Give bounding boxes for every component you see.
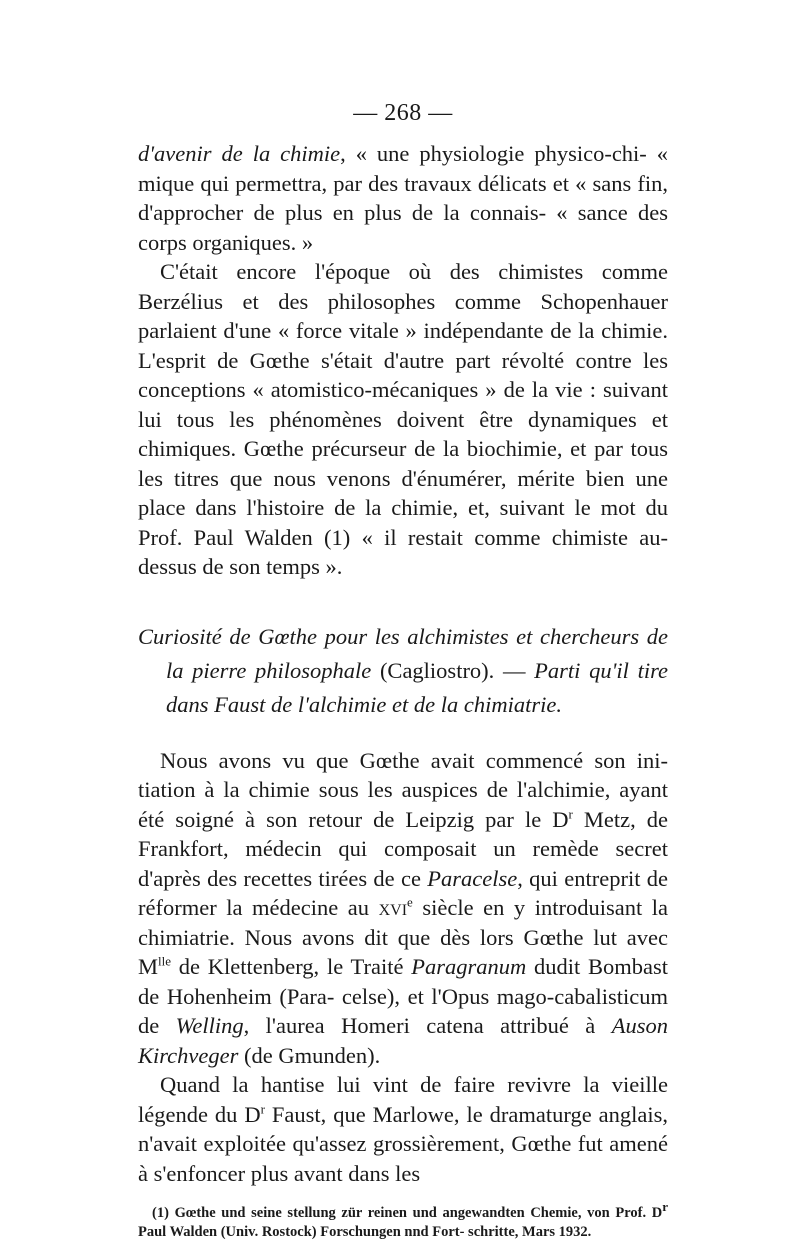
p3-it2: Paragranum — [411, 954, 527, 979]
p3-s5: de Klettenberg, le Traité — [171, 954, 412, 979]
heading-part-3: Parti qu'il tire dans Faust de l'alchimie et de la chimiatrie. — [166, 657, 669, 717]
italic-lead: d'avenir de la chimie — [138, 141, 341, 166]
paragraph-1 — [138, 139, 668, 257]
p3-it3: Welling — [175, 1013, 244, 1038]
fn-s2: Paul Walden (Univ. Rostock) Forschungen nnd Fort- schritte, Mars 1932. — [138, 1224, 592, 1240]
p3-s4: siècle en y introduisant la chimiatrie. Nous avons dit que dès lors Gœthe lut avec M — [138, 895, 668, 979]
p3-s1: Nous avons vu que Gœthe avait commencé son ini- tiation à la chimie sous les auspices de l'alchimie, ayant été soigné à son retour de Leipzig par le D — [138, 747, 668, 832]
footnote — [138, 1199, 668, 1242]
p3-sup1: r — [568, 806, 573, 821]
paragraph-2: C'était encore l'époque où des chimistes comme Berzélius et des philosophes comme Schopenhauer parlaient d'une « force vitale » indépendante de la chimie. L'esprit de Gœthe s'était d'autre part révolté contre les conceptions « atomistico-mécaniques » de la vie : suivant lui tous les phénomènes doivent être dynamiques et chimiques. Gœthe précurseur de la biochimie, et par tous les titres que nous venons d'énumérer, mérite bien une place dans l'histoire de la chimie, et, suivant le mot du Prof. Paul Walden (1) « il restait comme chimiste au-dessus de son temps ». — [138, 259, 668, 579]
heading-part-2: (Cagliostro). — — [371, 657, 535, 683]
fn-s1: (1) Gœthe und seine stellung zür reinen und angewandten Chemie, von Prof. D — [152, 1205, 663, 1221]
fn-sup1: r — [662, 1199, 668, 1215]
p3-s2: Metz, de Frankfort, médecin qui composait un remède secret d'après des recettes tirées de ce — [138, 806, 669, 891]
p3-s6: dudit Bombast de Hohenheim (Para- celse), et l'Opus mago-cabalisticum de — [138, 954, 668, 1038]
p3-it4: Auson Kirchveger — [138, 1013, 668, 1068]
page-number: — 268 — — [353, 100, 453, 126]
p3-s8: (de Gmunden). — [238, 1042, 381, 1068]
p3-sup2: e — [407, 894, 413, 910]
section-heading — [138, 620, 668, 722]
p4-s1: Quand la hantise lui vint de faire revivre la vieille légende du D — [138, 1072, 668, 1127]
p3-s7: , l'aurea Homeri catena attribué à — [243, 1013, 612, 1038]
p3-century: xvi — [378, 895, 408, 920]
paragraph-1-text: , « une physiologie physico-chi- « mique qui permettra, par des travaux délicats et « sans fin, d'approcher de plus en plus de la connais- « sance des corps organiques. » — [138, 141, 669, 255]
p4-sup1: r — [260, 1101, 265, 1116]
book-page — [138, 100, 668, 1242]
p3-s3: , qui entreprit de réformer la médecine au — [138, 865, 668, 920]
footnote-text — [138, 1199, 668, 1242]
heading-part-1: Curiosité de Gœthe pour les alchimistes et chercheurs de la pierre philosophale — [138, 623, 668, 683]
p3-sup3: lle — [158, 953, 172, 969]
p4-s2: Faust, que Marlowe, le dramaturge anglais, n'avait exploitée qu'assez grossièrement, Gœthe fut amené à s'enfoncer plus avant dans les — [138, 1101, 668, 1186]
paragraph-4 — [138, 1070, 668, 1188]
paragraph-3 — [138, 746, 668, 1071]
p3-it1: Paracelse — [427, 865, 518, 891]
